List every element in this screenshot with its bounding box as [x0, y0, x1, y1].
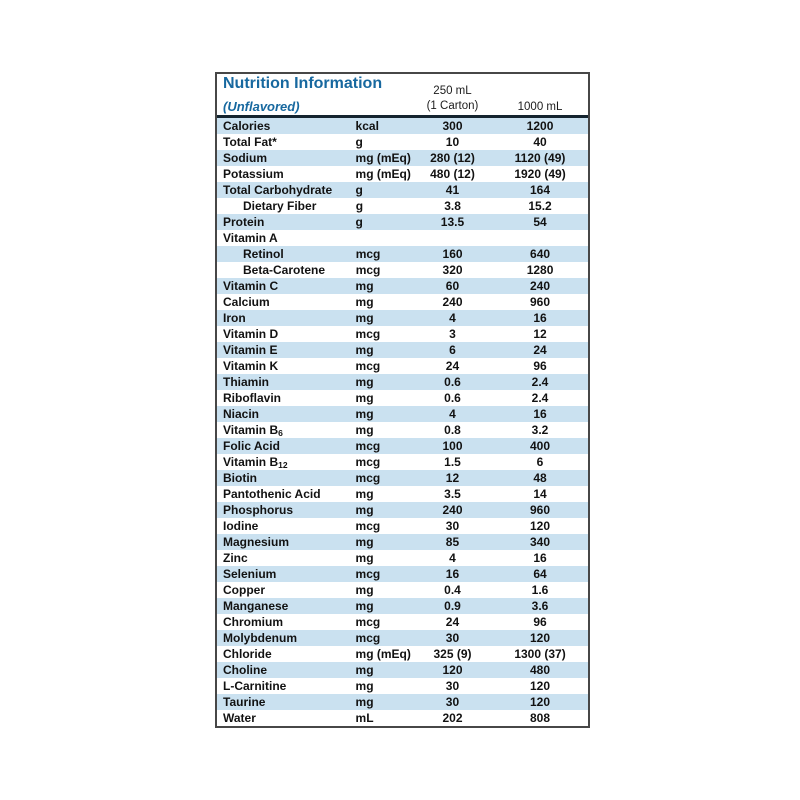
table-row	[217, 470, 588, 486]
value-1000ml: 640	[530, 247, 551, 261]
nutrient-unit: mcg	[355, 519, 381, 533]
value-250ml: 240	[442, 295, 463, 309]
value-250ml: 85	[445, 535, 460, 549]
table-row	[217, 438, 588, 454]
value-250ml: 6	[449, 343, 456, 357]
nutrient-unit: g	[355, 199, 364, 213]
value-1000ml: 15.2	[528, 199, 552, 213]
value-1000ml: 120	[530, 631, 551, 645]
table-row	[217, 454, 588, 470]
value-250ml: 240	[442, 503, 463, 517]
table-row	[217, 566, 588, 582]
value-250ml: 24	[445, 359, 460, 373]
value-250ml: 4	[449, 407, 456, 421]
table-row	[217, 550, 588, 566]
nutrient-name: Vitamin C	[223, 279, 279, 293]
nutrient-name: Dietary Fiber	[243, 199, 317, 213]
table-row	[217, 358, 588, 374]
nutrient-unit: g	[355, 135, 363, 149]
nutrient-name: Chloride	[223, 647, 272, 661]
value-1000ml: 1200	[526, 119, 554, 133]
value-1000ml: 96	[533, 615, 547, 629]
nutrient-name: Chromium	[223, 615, 283, 629]
nutrient-name: Zinc	[223, 551, 248, 565]
nutrient-unit: mg	[355, 551, 374, 565]
nutrient-unit: mcg	[355, 455, 381, 469]
nutrient-name: Riboflavin	[223, 391, 282, 405]
table-row	[217, 182, 588, 198]
table-row	[217, 710, 588, 726]
table-row	[217, 310, 588, 326]
table-row	[217, 614, 588, 630]
nutrient-name: Calcium	[223, 295, 270, 309]
table-row	[217, 390, 588, 406]
nutrient-unit: mg	[355, 535, 374, 549]
nutrient-name: Potassium	[223, 167, 284, 181]
nutrient-unit: mg	[355, 695, 374, 709]
table-row	[217, 534, 588, 550]
value-250ml: 60	[445, 279, 460, 293]
nutrient-name: Iron	[223, 311, 246, 325]
value-250ml: 3	[449, 327, 456, 341]
nutrient-unit: mcg	[355, 631, 381, 645]
value-1000ml: 96	[533, 359, 547, 373]
value-250ml: 10	[445, 135, 460, 149]
table-row	[217, 646, 588, 662]
value-250ml: 280 (12)	[430, 151, 475, 165]
nutrient-unit: mg (mEq)	[355, 151, 411, 165]
nutrient-unit: mg	[355, 663, 374, 677]
nutrient-name: Choline	[223, 663, 267, 677]
nutrient-name: Folic Acid	[223, 439, 280, 453]
nutrient-unit: mg	[355, 599, 374, 613]
nutrient-unit: mcg	[355, 327, 381, 341]
value-250ml: 100	[442, 439, 463, 453]
value-250ml: 30	[445, 679, 460, 693]
value-250ml: 41	[445, 183, 460, 197]
nutrient-unit: mcg	[355, 471, 381, 485]
nutrient-name: Water	[223, 711, 256, 725]
table-row	[217, 502, 588, 518]
nutrient-name: Pantothenic Acid	[223, 487, 321, 501]
table-row	[217, 374, 588, 390]
value-250ml: 0.9	[444, 599, 461, 613]
value-250ml: 12	[445, 471, 460, 485]
nutrient-name: Total Carbohydrate	[223, 183, 333, 197]
nutrient-unit: mg (mEq)	[355, 647, 411, 661]
value-1000ml: 2.4	[531, 391, 549, 405]
value-1000ml: 240	[530, 279, 551, 293]
table-row	[217, 662, 588, 678]
value-250ml: 3.5	[444, 487, 461, 501]
value-1000ml: 1.6	[531, 583, 549, 597]
table-title: Nutrition Information	[223, 75, 383, 92]
value-250ml: 1.5	[444, 455, 461, 469]
value-1000ml: 54	[533, 215, 547, 229]
nutrition-information-table	[215, 72, 590, 728]
table-row	[217, 678, 588, 694]
value-250ml: 3.8	[444, 199, 461, 213]
table-header	[217, 74, 588, 118]
nutrient-unit: mg	[355, 583, 374, 597]
value-1000ml: 16	[533, 407, 547, 421]
nutrient-unit: mg	[355, 311, 374, 325]
column-header-250ml	[413, 84, 492, 114]
nutrient-name: Vitamin $B_{12}$	[223, 455, 288, 470]
value-1000ml: 960	[530, 295, 551, 309]
nutrient-name: L-Carnitine	[223, 679, 287, 693]
table-row	[217, 262, 588, 278]
value-1000ml: 3.2	[531, 423, 549, 437]
value-1000ml: 120	[530, 695, 551, 709]
value-1000ml: 48	[533, 471, 547, 485]
column-header-250ml-line1: 250 mL	[433, 85, 472, 98]
nutrient-name: Thiamin	[223, 375, 270, 389]
nutrient-name: Niacin	[223, 407, 260, 421]
table-row	[217, 630, 588, 646]
value-1000ml: 16	[533, 311, 547, 325]
value-250ml: 30	[445, 519, 460, 533]
table-row	[217, 294, 588, 310]
value-250ml: 480 (12)	[430, 167, 475, 181]
nutrient-name: Vitamin $B_6$	[223, 423, 283, 438]
table-row	[217, 118, 588, 134]
nutrient-unit: mg	[355, 279, 374, 293]
nutrient-name: Manganese	[223, 599, 289, 613]
value-250ml: 4	[449, 551, 456, 565]
value-1000ml: 400	[530, 439, 551, 453]
nutrient-unit: mg	[355, 295, 374, 309]
nutrient-unit: mcg	[355, 263, 381, 277]
value-250ml: 30	[445, 631, 460, 645]
nutrient-name: Phosphorus	[223, 503, 294, 517]
table-row	[217, 278, 588, 294]
value-1000ml: 3.6	[531, 599, 549, 613]
value-250ml: 4	[449, 311, 456, 325]
table-row	[217, 582, 588, 598]
value-1000ml: 1120 (49)	[514, 151, 566, 165]
table-row	[217, 198, 588, 214]
table-row	[217, 422, 588, 438]
nutrient-name: Vitamin D	[223, 327, 279, 341]
table-title-block	[217, 76, 413, 114]
value-1000ml: 1920 (49)	[514, 167, 566, 181]
value-1000ml: 480	[530, 663, 551, 677]
value-1000ml: 1300 (37)	[514, 647, 566, 661]
nutrient-unit: mcg	[355, 615, 381, 629]
nutrient-unit: g	[355, 215, 363, 229]
table-row	[217, 486, 588, 502]
value-250ml: 0.8	[444, 423, 461, 437]
nutrient-name: Sodium	[223, 151, 267, 165]
nutrient-unit: mL	[355, 711, 374, 725]
table-row	[217, 326, 588, 342]
value-1000ml: 340	[530, 535, 551, 549]
nutrient-name: Copper	[223, 583, 265, 597]
value-1000ml: 960	[530, 503, 551, 517]
nutrient-unit: g	[355, 183, 363, 197]
value-250ml: 16	[445, 567, 460, 581]
value-250ml: 24	[445, 615, 460, 629]
nutrient-name: Biotin	[223, 471, 257, 485]
table-row	[217, 598, 588, 614]
nutrient-unit: mg	[355, 487, 374, 501]
value-250ml: 30	[445, 695, 460, 709]
nutrient-unit: mg	[355, 423, 374, 437]
value-250ml: 300	[442, 119, 463, 133]
value-1000ml: 164	[530, 183, 551, 197]
value-1000ml: 24	[533, 343, 547, 357]
table-row	[217, 694, 588, 710]
value-1000ml: 808	[530, 711, 551, 725]
nutrient-name: Iodine	[223, 519, 259, 533]
nutrient-unit: mg	[355, 391, 374, 405]
value-250ml: 160	[442, 247, 463, 261]
value-250ml: 320	[442, 263, 463, 277]
value-250ml: 0.6	[444, 391, 461, 405]
value-1000ml: 120	[530, 519, 551, 533]
table-row	[217, 230, 588, 246]
table-row	[217, 406, 588, 422]
value-250ml: 202	[442, 711, 463, 725]
nutrient-name: Taurine	[223, 695, 266, 709]
table-row	[217, 246, 588, 262]
nutrient-unit: mg	[355, 343, 374, 357]
table-row	[217, 342, 588, 358]
nutrient-name: Total Fat*	[223, 135, 277, 149]
table-row	[217, 150, 588, 166]
value-1000ml: 16	[533, 551, 547, 565]
column-header-1000ml: 1000 mL	[517, 101, 563, 113]
nutrient-name: Beta-Carotene	[243, 263, 326, 277]
value-1000ml: 12	[533, 327, 547, 341]
nutrient-name: Molybdenum	[223, 631, 297, 645]
value-250ml: 0.6	[444, 375, 461, 389]
nutrient-name: Protein	[223, 215, 265, 229]
nutrient-name: Calories	[223, 119, 271, 133]
value-250ml: 120	[442, 663, 463, 677]
value-1000ml: 1280	[526, 263, 554, 277]
nutrient-unit: mg (mEq)	[355, 167, 411, 181]
nutrient-unit: mcg	[355, 439, 381, 453]
value-250ml: 13.5	[440, 215, 465, 229]
table-row	[217, 134, 588, 150]
value-250ml: 325 (9)	[433, 647, 472, 661]
table-row	[217, 214, 588, 230]
table-row	[217, 166, 588, 182]
nutrient-name: Vitamin A	[223, 231, 278, 245]
nutrient-name: Retinol	[243, 247, 284, 261]
nutrient-name: Magnesium	[223, 535, 290, 549]
column-header-250ml-line2: (1 Carton)	[426, 100, 479, 113]
nutrient-unit: mg	[355, 679, 374, 693]
table-row	[217, 518, 588, 534]
table-body	[217, 118, 588, 726]
value-250ml: 0.4	[444, 583, 461, 597]
nutrient-unit: mg	[355, 503, 374, 517]
table-subtitle: (Unflavored)	[223, 99, 300, 115]
nutrient-name: Vitamin E	[223, 343, 278, 357]
value-1000ml: 14	[533, 487, 547, 501]
nutrient-unit: mcg	[355, 247, 381, 261]
value-1000ml: 64	[533, 567, 547, 581]
value-1000ml: 40	[533, 135, 547, 149]
value-1000ml: 6	[536, 455, 544, 469]
value-1000ml: 120	[530, 679, 551, 693]
nutrient-unit: mcg	[355, 567, 381, 581]
nutrient-unit: kcal	[355, 119, 379, 133]
nutrient-unit: mg	[355, 407, 374, 421]
nutrient-name: Vitamin K	[223, 359, 279, 373]
nutrient-name: Selenium	[223, 567, 277, 581]
value-1000ml: 2.4	[531, 375, 549, 389]
nutrient-unit: mg	[355, 375, 374, 389]
nutrient-unit: mcg	[355, 359, 381, 373]
